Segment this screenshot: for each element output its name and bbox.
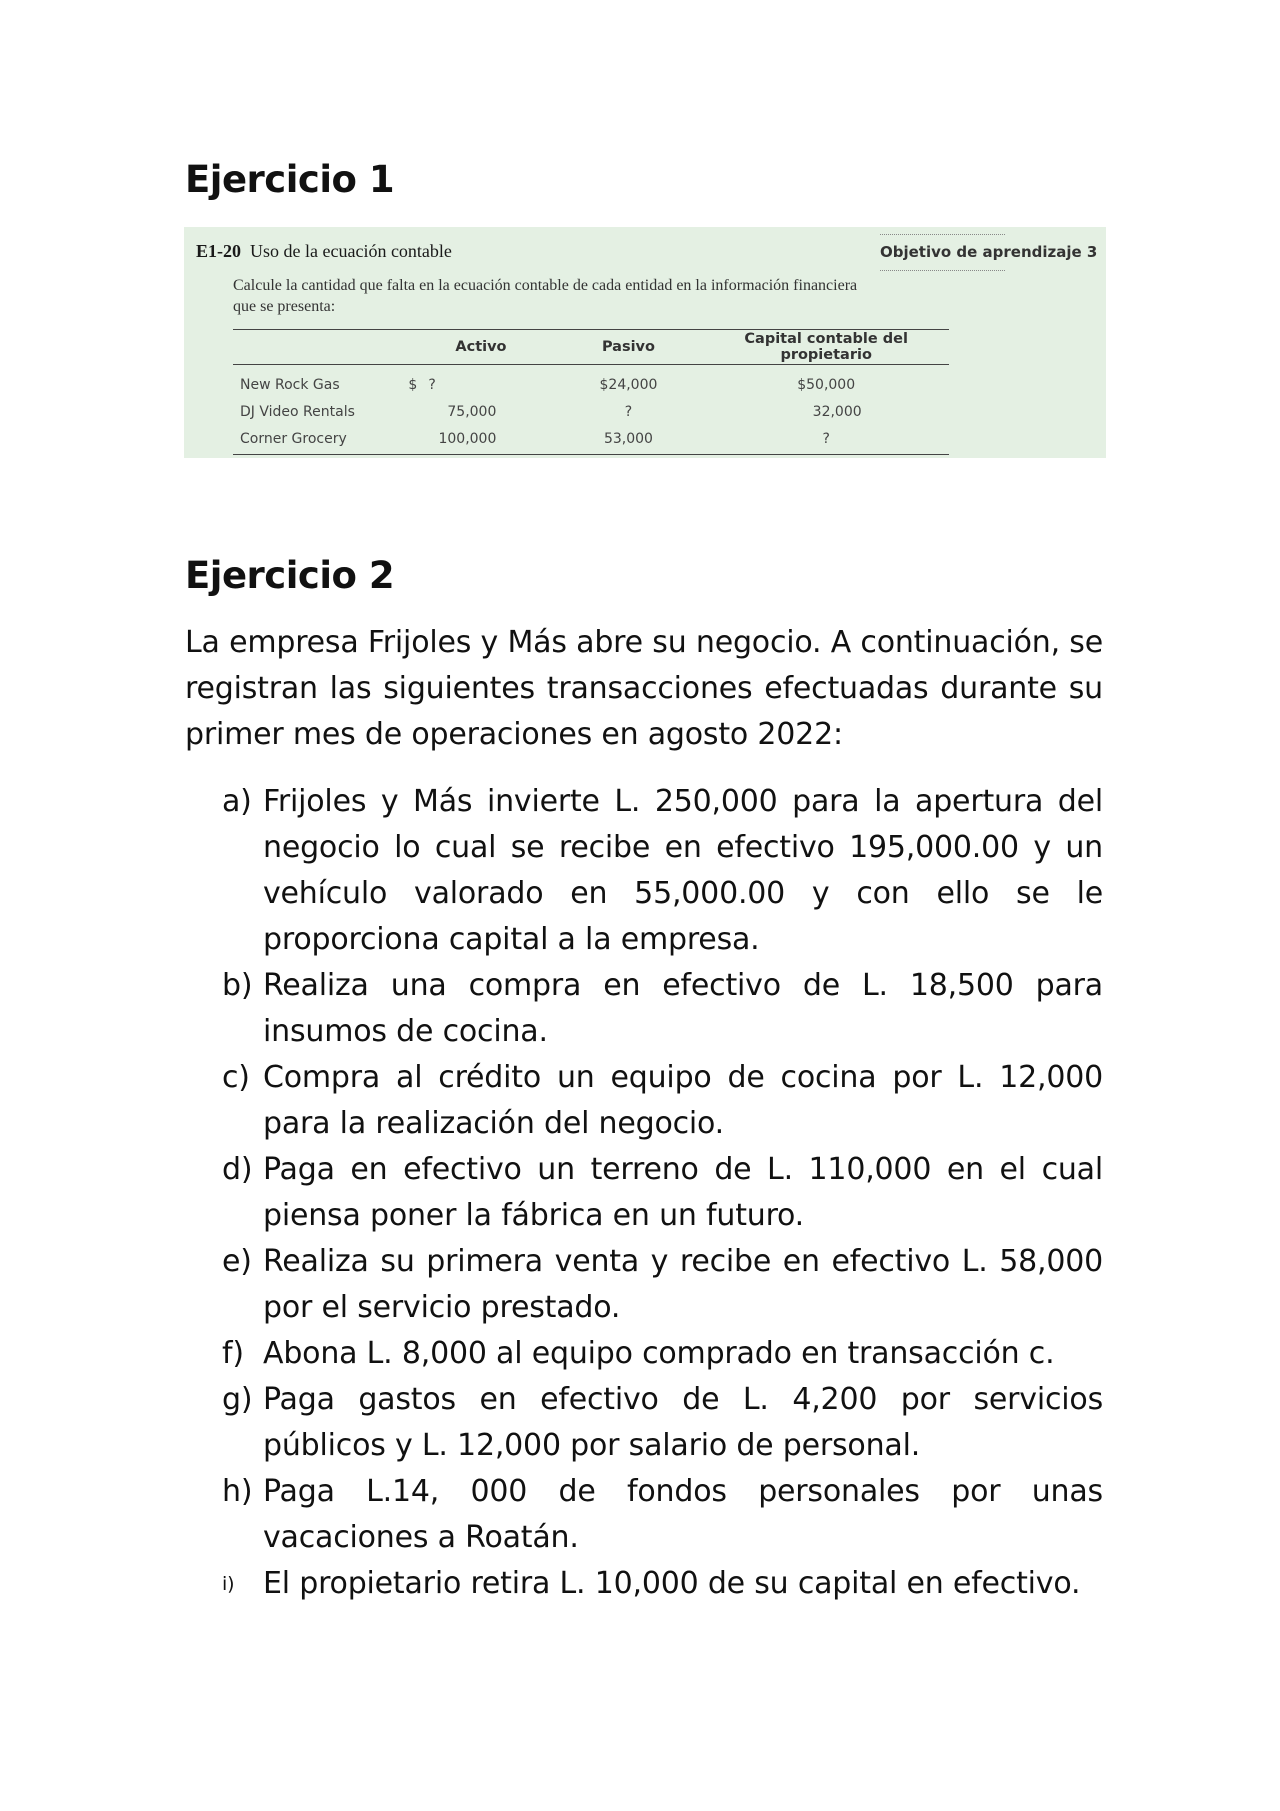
list-item xyxy=(185,1377,1103,1469)
list-item-text: Paga gastos en efectivo de L. 4,200 por servicios públicos y L. 12,000 por salario de personal. xyxy=(263,1382,1103,1463)
list-item-text: Realiza una compra en efectivo de L. 18,500 para insumos de cocina. xyxy=(263,968,1103,1049)
list-item xyxy=(185,1331,1103,1377)
cell-entity: DJ Video Rentals xyxy=(240,403,355,420)
list-item xyxy=(185,1147,1103,1239)
list-marker: b) xyxy=(222,968,253,1003)
list-marker: a) xyxy=(222,784,252,819)
list-item xyxy=(185,779,1103,963)
accounting-equation-table xyxy=(233,329,949,455)
exercise-2-intro: La empresa Frijoles y Más abre su negocio. A continuación, se registran las siguientes transacciones efectuadas durante su primer mes de operaciones en agosto 2022: xyxy=(185,625,1103,752)
table-row xyxy=(233,365,949,399)
cell-entity: New Rock Gas xyxy=(240,376,340,393)
excerpt-instruction: Calcule la cantidad que falta en la ecuación contable de cada entidad en la información financiera que se presenta: xyxy=(233,277,858,315)
list-marker: h) xyxy=(222,1474,253,1509)
excerpt-code: E1-20 xyxy=(196,241,241,261)
list-marker: g) xyxy=(222,1382,253,1417)
excerpt-title-text: Uso de la ecuación contable xyxy=(250,241,452,261)
list-item xyxy=(185,1055,1103,1147)
cell-capital: ? xyxy=(703,425,949,455)
list-marker: d) xyxy=(222,1152,253,1187)
col-header-pasivo: Pasivo xyxy=(554,330,704,365)
list-item-text: Abona L. 8,000 al equipo comprado en transacción c. xyxy=(263,1336,1055,1371)
list-item xyxy=(185,963,1103,1055)
col-header-capital: Capital contable del propietario xyxy=(703,330,949,365)
excerpt-title xyxy=(196,241,452,262)
table-header-row xyxy=(233,330,949,365)
list-item-text: Paga en efectivo un terreno de L. 110,000 en el cual piensa poner la fábrica en un futuro. xyxy=(263,1152,1103,1233)
list-marker: f) xyxy=(222,1336,244,1371)
list-item xyxy=(185,1239,1103,1331)
list-item xyxy=(185,1561,1103,1607)
textbook-excerpt xyxy=(184,227,1106,458)
list-item-text: Frijoles y Más invierte L. 250,000 para la apertura del negocio lo cual se recibe en efectivo 195,000.00 y un vehículo valorado en 55,000.00 y con ello se le proporciona capital a la empresa. xyxy=(263,784,1103,957)
activo-value: 100,000 xyxy=(438,430,497,447)
cell-entity: Corner Grocery xyxy=(233,425,408,455)
list-marker: e) xyxy=(222,1244,252,1279)
exercise-1-heading: Ejercicio 1 xyxy=(185,158,395,201)
learning-objective: Objetivo de aprendizaje 3 xyxy=(880,241,1092,269)
list-item xyxy=(185,1469,1103,1561)
cell-activo xyxy=(408,398,553,425)
cell-capital: $50,000 xyxy=(797,376,856,393)
col-header-activo: Activo xyxy=(408,330,553,365)
table-row xyxy=(233,425,949,455)
list-marker: i) xyxy=(222,1573,235,1595)
list-item-text: Compra al crédito un equipo de cocina por L. 12,000 para la realización del negocio. xyxy=(263,1060,1103,1141)
cell-pasivo: 53,000 xyxy=(554,425,704,455)
cell-pasivo: ? xyxy=(624,403,633,420)
activo-value: 75,000 xyxy=(447,403,497,420)
cell-pasivo: $24,000 xyxy=(599,376,658,393)
cell-activo xyxy=(408,365,553,399)
currency-sign: $ xyxy=(408,376,418,393)
cell-activo xyxy=(408,425,553,455)
activo-value: ? xyxy=(428,376,436,393)
list-item-text: El propietario retira L. 10,000 de su capital en efectivo. xyxy=(263,1566,1081,1601)
cell-capital: 32,000 xyxy=(812,403,862,420)
list-marker: c) xyxy=(222,1060,250,1095)
exercise-2-heading: Ejercicio 2 xyxy=(185,554,395,597)
transactions-list xyxy=(185,779,1103,1607)
list-item-text: Realiza su primera venta y recibe en efectivo L. 58,000 por el servicio prestado. xyxy=(263,1244,1103,1325)
list-item-text: Paga L.14, 000 de fondos personales por unas vacaciones a Roatán. xyxy=(263,1474,1103,1555)
table-row xyxy=(233,398,949,425)
col-header-entity xyxy=(233,330,408,365)
